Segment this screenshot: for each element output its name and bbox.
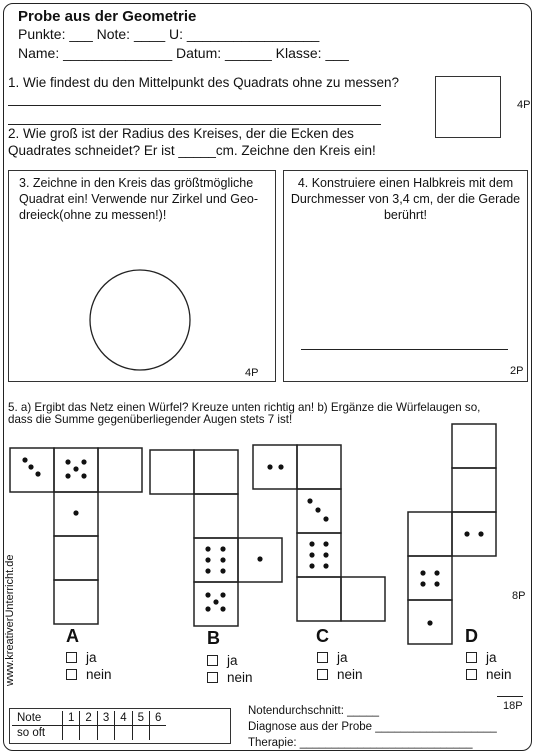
q5-points: 8P xyxy=(512,590,526,602)
die-face-5-b xyxy=(205,592,225,611)
die-face-4-d xyxy=(420,570,439,586)
die-face-6-c xyxy=(309,541,328,568)
question-2-line2: Quadrates schneidet? Er ist _____cm. Zeichne den Kreis ein! xyxy=(8,143,376,158)
checkbox-b-nein[interactable] xyxy=(207,672,218,683)
q4-points: 2P xyxy=(510,365,524,377)
grade-1: 1 xyxy=(63,711,80,726)
die-face-6-b xyxy=(205,546,225,573)
die-face-2-d xyxy=(464,531,483,536)
name-line: Name: ______________ Datum: ______ Klasse: ___ xyxy=(18,45,349,61)
net-label-d: D xyxy=(465,626,478,646)
grade-table xyxy=(9,708,231,744)
therapy-line: Therapie: ___________________________ xyxy=(248,737,473,749)
label-d-nein: nein xyxy=(486,667,512,682)
die-face-2-c xyxy=(267,464,283,469)
question-3-line3: dreieck(ohne zu messen!)! xyxy=(19,208,167,222)
label-a-ja: ja xyxy=(86,650,97,665)
question-5-line2: dass die Summe gegenüberliegender Augen stets 7 ist! xyxy=(8,413,293,426)
count-cell-4[interactable] xyxy=(115,726,132,741)
label-c-nein: nein xyxy=(337,667,363,682)
question-3-line1: 3. Zeichne in den Kreis das größtmögliche xyxy=(19,176,254,190)
label-d-ja: ja xyxy=(486,650,497,665)
grade-5: 5 xyxy=(132,711,149,726)
question-4-line3: berührt! xyxy=(383,208,428,222)
net-label-c: C xyxy=(316,626,329,646)
count-cell-5[interactable] xyxy=(132,726,149,741)
worksheet-title: Probe aus der Geometrie xyxy=(18,8,197,25)
q1-points: 4P xyxy=(517,99,531,111)
die-face-1-d xyxy=(427,620,432,625)
checkbox-d-ja[interactable] xyxy=(466,652,477,663)
diagnosis-line: Diagnose aus der Probe ___________________ xyxy=(248,721,497,733)
q3-points: 4P xyxy=(245,367,259,379)
die-face-1-a xyxy=(73,510,78,515)
die-face-3-c xyxy=(307,498,328,521)
grade-6: 6 xyxy=(150,711,167,726)
checkbox-d-nein[interactable] xyxy=(466,669,477,680)
question-5-line1: 5. a) Ergibt das Netz einen Würfel? Kreuze unten richtig an! b) Ergänze die Würfelaugen so, xyxy=(8,401,481,414)
checkbox-a-ja[interactable] xyxy=(66,652,77,663)
label-c-ja: ja xyxy=(337,650,348,665)
grade-2: 2 xyxy=(80,711,97,726)
count-row-label: so oft xyxy=(17,727,46,739)
net-label-a: A xyxy=(66,626,79,646)
die-face-3-a xyxy=(22,457,40,476)
grade-4: 4 xyxy=(115,711,132,726)
question-1-text: 1. Wie findest du den Mittelpunkt des Quadrats ohne zu messen? xyxy=(8,75,399,90)
question-4-line1: 4. Konstruiere einen Halbkreis mit dem xyxy=(297,176,514,190)
count-cell-2[interactable] xyxy=(80,726,97,741)
checkbox-c-nein[interactable] xyxy=(317,669,328,680)
grade-3: 3 xyxy=(97,711,114,726)
checkbox-b-ja[interactable] xyxy=(207,655,218,666)
checkbox-a-nein[interactable] xyxy=(66,669,77,680)
question-4-line2: Durchmesser von 3,4 cm, der die Gerade xyxy=(290,192,521,206)
cube-net-a xyxy=(10,448,142,624)
checkbox-c-ja[interactable] xyxy=(317,652,328,663)
cube-net-c xyxy=(253,445,385,621)
net-label-b: B xyxy=(207,628,220,648)
total-points-rule xyxy=(497,696,523,697)
count-cell-6[interactable] xyxy=(150,726,167,741)
question-2-line1: 2. Wie groß ist der Radius des Kreises, der die Ecken des xyxy=(8,126,354,141)
grade-average-line: Notendurchschnitt: _____ xyxy=(248,705,380,717)
label-a-nein: nein xyxy=(86,667,112,682)
die-face-5-a xyxy=(65,459,86,478)
label-b-nein: nein xyxy=(227,670,253,685)
watermark-url: www.kreativerUnterricht.de xyxy=(4,554,16,686)
count-cell-1[interactable] xyxy=(63,726,80,741)
total-points: 18P xyxy=(503,700,523,712)
question-3-line2: Quadrat ein! Verwende nur Zirkel und Geo- xyxy=(19,192,259,206)
grade-header-label: Note xyxy=(12,711,63,726)
score-line: Punkte: ___ Note: ____ U: _________________ xyxy=(18,26,320,42)
die-face-1-b xyxy=(257,556,262,561)
count-cell-3[interactable] xyxy=(97,726,114,741)
label-b-ja: ja xyxy=(227,653,238,668)
